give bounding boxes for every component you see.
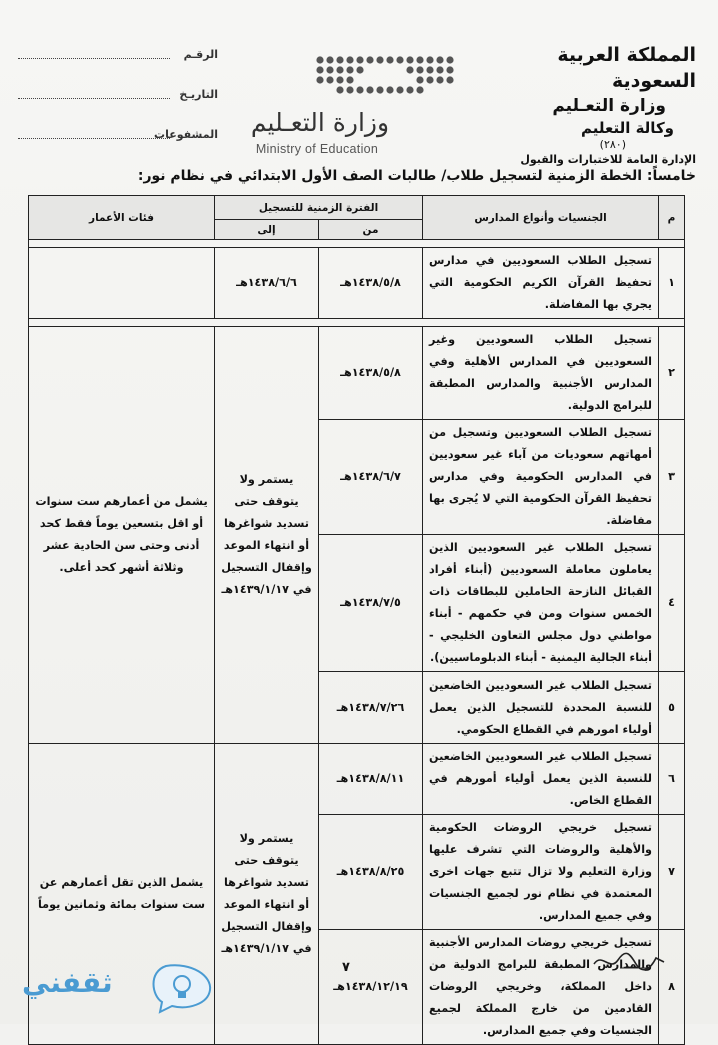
row-number: ٦ xyxy=(659,744,685,815)
registration-plan-table xyxy=(28,195,685,1045)
header-right xyxy=(486,42,696,167)
table-spacer-row xyxy=(29,240,685,248)
row-description: تسجيل الطلاب غير السعوديين الخاضعين للنسبة المحددة للتسجيل الذين يعمل أولياء امورهم في القطاع الحكومي. xyxy=(423,672,659,744)
header-m: م xyxy=(659,196,685,240)
row-number: ٣ xyxy=(659,420,685,535)
date-label: التاريـخ xyxy=(179,88,218,101)
kingdom-name: المملكة العربية السعودية xyxy=(557,44,696,92)
header-to: إلى xyxy=(215,220,319,240)
row-number: ١ xyxy=(659,248,685,319)
date-dotted-line xyxy=(18,98,170,99)
table-row xyxy=(29,248,685,319)
logo-english-text: Ministry of Education xyxy=(255,142,379,156)
row-description: تسجيل خريجي الروضات الحكومية والأهلية والروضات التي تشرف عليها وزارة التعليم ولا تزال تتبع جهات اخرى المعتمدة في نظام نور لجميع الجنسيات وفي جميع المدارس. xyxy=(423,815,659,930)
row-from-date: ١٤٣٨/٦/٧هـ xyxy=(319,420,423,535)
department-name: الإدارة العامة للاختبارات والقبول xyxy=(520,153,696,166)
row-number: ٨ xyxy=(659,930,685,1045)
ref-row xyxy=(18,44,218,84)
page-number: ٧ xyxy=(342,960,350,975)
header-type: الجنسيات وأنواع المدارس xyxy=(423,196,659,240)
range-cell-1: يستمر ولا يتوقف حتى تسديد شواغرها أو انتهاء الموعد وإقفال التسجيل في ١٤٣٩/١/١٧هـ xyxy=(215,327,319,744)
department-number: (٢٨٠) xyxy=(599,138,626,151)
row-description: تسجيل الطلاب السعوديين في مدارس تحفيظ القرآن الكريم الحكومية التي يجري بها المفاضلة. xyxy=(423,248,659,319)
header-age: فئات الأعمار xyxy=(29,196,215,240)
attachments-label: المشفوعات xyxy=(154,128,218,141)
row-from-date: ١٤٣٨/١٢/١٩هـ xyxy=(319,930,423,1045)
range-cell-2: يستمر ولا يتوقف حتى تسديد شواغرها أو انتهاء الموعد وإقفال التسجيل في ١٤٣٩/١/١٧هـ xyxy=(215,744,319,1045)
signature-icon xyxy=(590,946,670,976)
row-number: ٧ xyxy=(659,815,685,930)
row-from-date: ١٤٣٨/٧/٢٦هـ xyxy=(319,672,423,744)
row-number: ٥ xyxy=(659,672,685,744)
row-from-date: ١٤٣٨/٧/٥هـ xyxy=(319,535,423,672)
watermark-text: ثقفني xyxy=(22,966,113,999)
row-from-date: ١٤٣٨/٨/١١هـ xyxy=(319,744,423,815)
table-spacer-row xyxy=(29,319,685,327)
row-number: ٢ xyxy=(659,327,685,420)
table-row xyxy=(29,327,685,420)
row-description: تسجيل خريجي روضات المدارس الأجنبية والمدارس المطبقة للبرامج الدولية من داخل المملكة، وخريجي الروضات القادمين من خارج المملكة لجميع الجنسيات وفي جميع المدارس. xyxy=(423,930,659,1045)
logo-arabic-text: وزارة التعـليم xyxy=(250,108,390,137)
header-period: الفترة الزمنية للتسجيل xyxy=(215,196,423,220)
ministry-name: وزارة التعـليم xyxy=(552,96,666,116)
row-number: ٤ xyxy=(659,535,685,672)
attachments-dotted-line xyxy=(18,138,170,139)
table-header-row xyxy=(29,196,685,220)
row-to-date: ١٤٣٨/٦/٦هـ xyxy=(215,248,319,319)
attachments-row xyxy=(18,124,218,164)
row-description: تسجيل الطلاب السعوديين وتسجيل من أمهاتهم سعوديات من آباء غير سعوديين في المدارس الحكومية وفي مدارس تحفيظ القرآن الحكومية التي لا يُجرى بها مفاضلة. xyxy=(423,420,659,535)
agency-name: وكالة التعليم xyxy=(580,119,674,137)
section-title: خامساً: الخطة الزمنية لتسجيل طلاب/ طالبات الصف الأول الابتدائي في نظام نور: xyxy=(137,168,696,184)
header-from: من xyxy=(319,220,423,240)
row-description: تسجيل الطلاب غير السعوديين الذين يعاملون معاملة السعوديين (أبناء أفراد القبائل النازحة الحاملين للبطاقات ذات الخمس سنوات ومن في حكمهم - أبناء مواطني دول مجلس التعاون الخليجي - أبناء الجالية اليمنية - أبناء الدبلوماسيين). xyxy=(423,535,659,672)
table-row xyxy=(29,744,685,815)
ref-label: الرقـم xyxy=(183,48,218,61)
row-description: تسجيل الطلاب غير السعوديين الخاضعين للنسبة الذين يعمل أولياء أمورهم في القطاع الخاص. xyxy=(423,744,659,815)
row-description: تسجيل الطلاب السعوديين وغير السعوديين في المدارس الأهلية وفي المدارس الأجنبية والمدارس المطبقة للبرامج الدولية. xyxy=(423,327,659,420)
age-cell-2: يشمل الذين تقل أعمارهم عن ست سنوات بمائة وثمانين يوماً xyxy=(29,744,215,1045)
date-row xyxy=(18,84,218,124)
row-from-date: ١٤٣٨/٨/٢٥هـ xyxy=(319,815,423,930)
ref-dotted-line xyxy=(18,58,170,59)
header-left xyxy=(18,44,218,164)
row-from-date: ١٤٣٨/٥/٨هـ xyxy=(319,327,423,420)
row-from-date: ١٤٣٨/٥/٨هـ xyxy=(319,248,423,319)
age-cell-1: يشمل من أعمارهم ست سنوات أو اقل بتسعين يوماً فقط كحد أدنى وحتى سن الحادية عشر وثلاثة أشهر كحد أعلى. xyxy=(29,327,215,744)
row-age-empty xyxy=(29,248,215,319)
